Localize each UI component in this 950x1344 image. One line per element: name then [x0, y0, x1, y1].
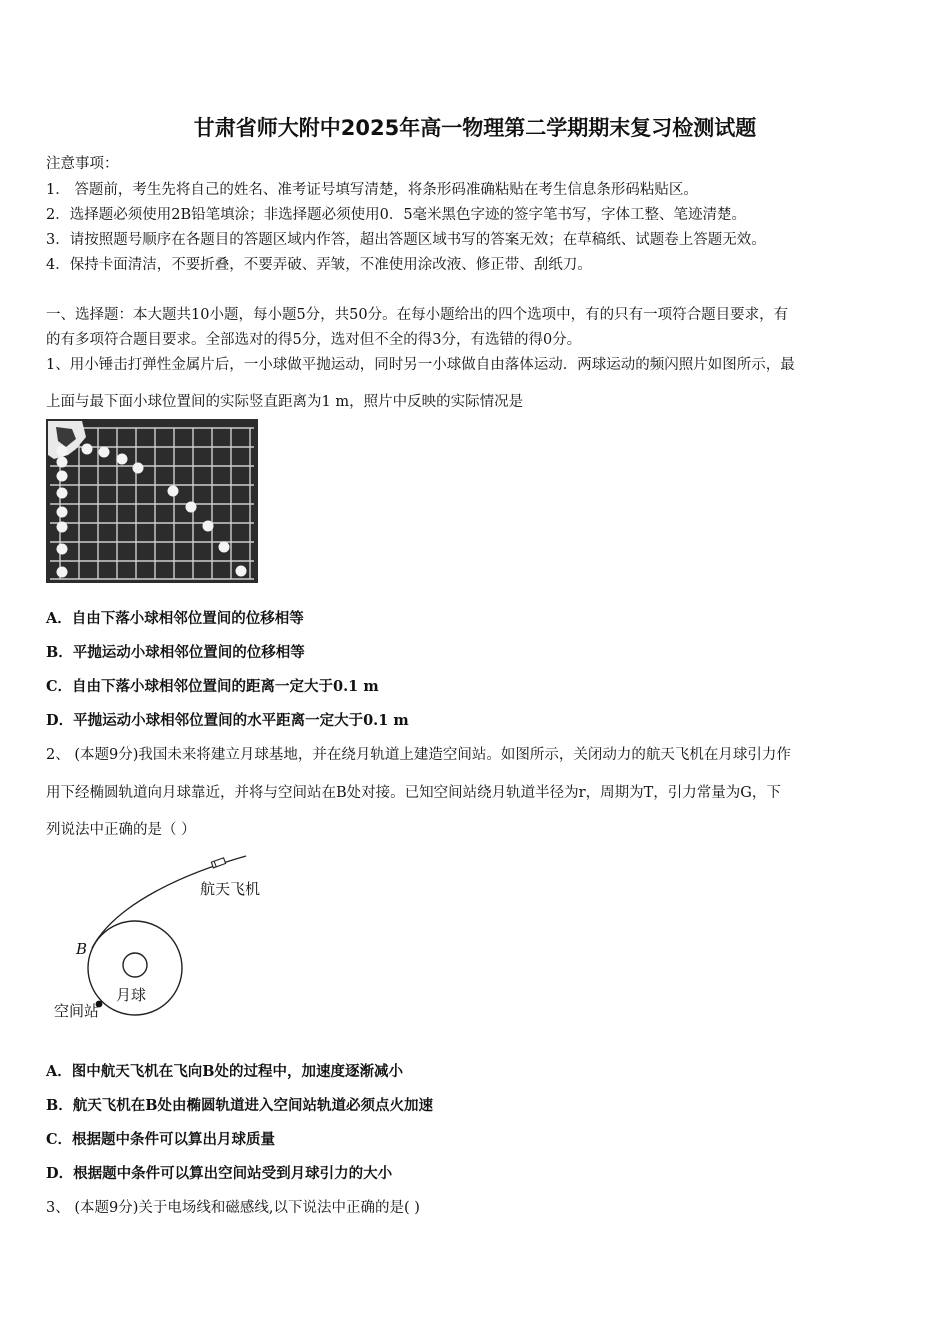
- shuttle-label: 航天飞机: [200, 880, 261, 898]
- section-intro-line: 的有多项符合题目要求。全部选对的得5分，选对但不全的得3分，有选错的得0分。: [46, 332, 582, 348]
- q1-option-d[interactable]: D．平抛运动小球相邻位置间的水平距离一定大于0.1 m: [46, 712, 409, 729]
- point-b-label: B: [76, 940, 88, 958]
- section-intro-line: 一、选择题：本大题共10小题，每小题5分，共50分。在每小题给出的四个选项中，有的只有一项符合题目要求，有: [46, 307, 789, 323]
- moon-label: 月球: [116, 986, 147, 1004]
- question-2-stem: 2、 (本题9分)我国未来将建立月球基地，并在绕月轨道上建造空间站。如图所示，关闭动力的航天飞机在月球引力作: [46, 747, 791, 763]
- notice-item: 3．请按照题号顺序在各题目的答题区域内作答，超出答题区域书写的答案无效；在草稿纸、试题卷上答题无效。: [46, 232, 766, 248]
- q2-option-d[interactable]: D．根据题中条件可以算出空间站受到月球引力的大小: [46, 1165, 393, 1182]
- station-label: 空间站: [54, 1002, 100, 1020]
- orbit-figure: [46, 848, 296, 1028]
- q1-option-b[interactable]: B．平抛运动小球相邻位置间的位移相等: [46, 644, 305, 661]
- question-2-stem: 列说法中正确的是（ ）: [46, 822, 196, 838]
- elliptical-trajectory: [92, 856, 246, 948]
- q2-option-a[interactable]: A．图中航天飞机在飞向B处的过程中，加速度逐渐减小: [46, 1063, 404, 1080]
- notice-item: 1． 答题前，考生先将自己的姓名、准考证号填写清楚，将条形码准确粘贴在考生信息条形码粘贴区。: [46, 182, 698, 198]
- q2-option-c[interactable]: C．根据题中条件可以算出月球质量: [46, 1131, 276, 1148]
- notice-item: 2．选择题必须使用2B铅笔填涂；非选择题必须使用0．5毫米黑色字迹的签字笔书写，字体工整、笔迹清楚。: [46, 207, 747, 223]
- q2-option-b[interactable]: B．航天飞机在B处由椭圆轨道进入空间站轨道必须点火加速: [46, 1097, 434, 1114]
- notice-heading: 注意事项：: [46, 156, 119, 172]
- q1-option-a[interactable]: A．自由下落小球相邻位置间的位移相等: [46, 610, 304, 627]
- notice-item: 4．保持卡面清洁，不要折叠，不要弄破、弄皱，不准使用涂改液、修正带、刮纸刀。: [46, 257, 592, 273]
- strobe-photo-figure: [46, 419, 258, 583]
- page-title: 甘肃省师大附中2025年高一物理第二学期期末复习检测试题: [193, 116, 757, 140]
- q1-option-c[interactable]: C．自由下落小球相邻位置间的距离一定大于0.1 m: [46, 678, 379, 695]
- question-3-stem: 3、 (本题9分)关于电场线和磁感线,以下说法中正确的是( ): [46, 1200, 420, 1216]
- question-1-stem: 1、用小锤击打弹性金属片后，一小球做平抛运动，同时另一小球做自由落体运动．两球运动的频闪照片如图所示，最: [46, 357, 795, 373]
- shuttle-icon: [211, 858, 225, 868]
- question-1-stem: 上面与最下面小球位置间的实际竖直距离为1 m，照片中反映的实际情况是: [46, 394, 524, 410]
- moon-circle: [123, 953, 147, 977]
- question-2-stem: 用下经椭圆轨道向月球靠近，并将与空间站在B处对接。已知空间站绕月轨道半径为r，周期为T，引力常量为G，下: [46, 785, 781, 801]
